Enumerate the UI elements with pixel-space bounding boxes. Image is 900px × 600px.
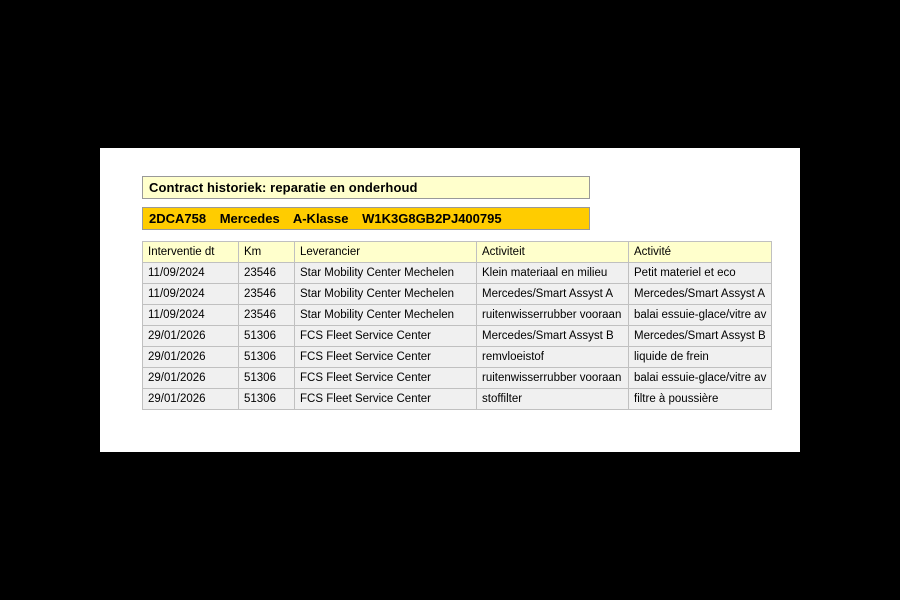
history-table — [142, 241, 772, 410]
column-header-leverancier: Leverancier — [295, 242, 477, 263]
cell-km: 51306 — [239, 347, 295, 368]
cell-leverancier: FCS Fleet Service Center — [295, 368, 477, 389]
cell-leverancier: FCS Fleet Service Center — [295, 389, 477, 410]
cell-interventie-dt: 29/01/2026 — [143, 326, 239, 347]
cell-activiteit: ruitenwisserrubber vooraan — [477, 368, 629, 389]
cell-interventie-dt: 11/09/2024 — [143, 284, 239, 305]
cell-activite: Mercedes/Smart Assyst A — [629, 284, 772, 305]
column-header-activite: Activité — [629, 242, 772, 263]
cell-leverancier: FCS Fleet Service Center — [295, 326, 477, 347]
cell-activiteit: Klein materiaal en milieu — [477, 263, 629, 284]
cell-km: 51306 — [239, 389, 295, 410]
table-header-row — [143, 242, 772, 263]
cell-activite: liquide de frein — [629, 347, 772, 368]
table-row — [143, 284, 772, 305]
cell-km: 51306 — [239, 326, 295, 347]
cell-activite: balai essuie-glace/vitre av — [629, 305, 772, 326]
cell-activiteit: remvloeistof — [477, 347, 629, 368]
column-header-activiteit: Activiteit — [477, 242, 629, 263]
cell-interventie-dt: 29/01/2026 — [143, 389, 239, 410]
cell-activite: Petit materiel et eco — [629, 263, 772, 284]
cell-activiteit: Mercedes/Smart Assyst B — [477, 326, 629, 347]
cell-leverancier: Star Mobility Center Mechelen — [295, 305, 477, 326]
cell-km: 23546 — [239, 284, 295, 305]
vehicle-model: A-Klasse — [292, 211, 349, 226]
vehicle-make: Mercedes — [219, 211, 280, 226]
cell-interventie-dt: 29/01/2026 — [143, 368, 239, 389]
table-row — [143, 389, 772, 410]
cell-km: 23546 — [239, 263, 295, 284]
cell-leverancier: FCS Fleet Service Center — [295, 347, 477, 368]
cell-interventie-dt: 11/09/2024 — [143, 305, 239, 326]
cell-activiteit: ruitenwisserrubber vooraan — [477, 305, 629, 326]
cell-activite: Mercedes/Smart Assyst B — [629, 326, 772, 347]
table-row — [143, 305, 772, 326]
table-row — [143, 326, 772, 347]
table-row — [143, 347, 772, 368]
document-content — [142, 176, 772, 410]
cell-leverancier: Star Mobility Center Mechelen — [295, 263, 477, 284]
table-row — [143, 368, 772, 389]
vehicle-identification — [142, 207, 590, 230]
cell-km: 23546 — [239, 305, 295, 326]
table-row — [143, 263, 772, 284]
cell-km: 51306 — [239, 368, 295, 389]
vehicle-vin: W1K3G8GB2PJ400795 — [362, 211, 502, 226]
document-title: Contract historiek: reparatie en onderhoud — [142, 176, 590, 199]
cell-activite: balai essuie-glace/vitre av — [629, 368, 772, 389]
cell-activiteit: Mercedes/Smart Assyst A — [477, 284, 629, 305]
cell-activiteit: stoffilter — [477, 389, 629, 410]
column-header-km: Km — [239, 242, 295, 263]
cell-interventie-dt: 29/01/2026 — [143, 347, 239, 368]
cell-activite: filtre à poussière — [629, 389, 772, 410]
cell-interventie-dt: 11/09/2024 — [143, 263, 239, 284]
cell-leverancier: Star Mobility Center Mechelen — [295, 284, 477, 305]
column-header-interventie-dt: Interventie dt — [143, 242, 239, 263]
vehicle-plate: 2DCA758 — [149, 211, 207, 226]
document-page — [100, 148, 800, 452]
